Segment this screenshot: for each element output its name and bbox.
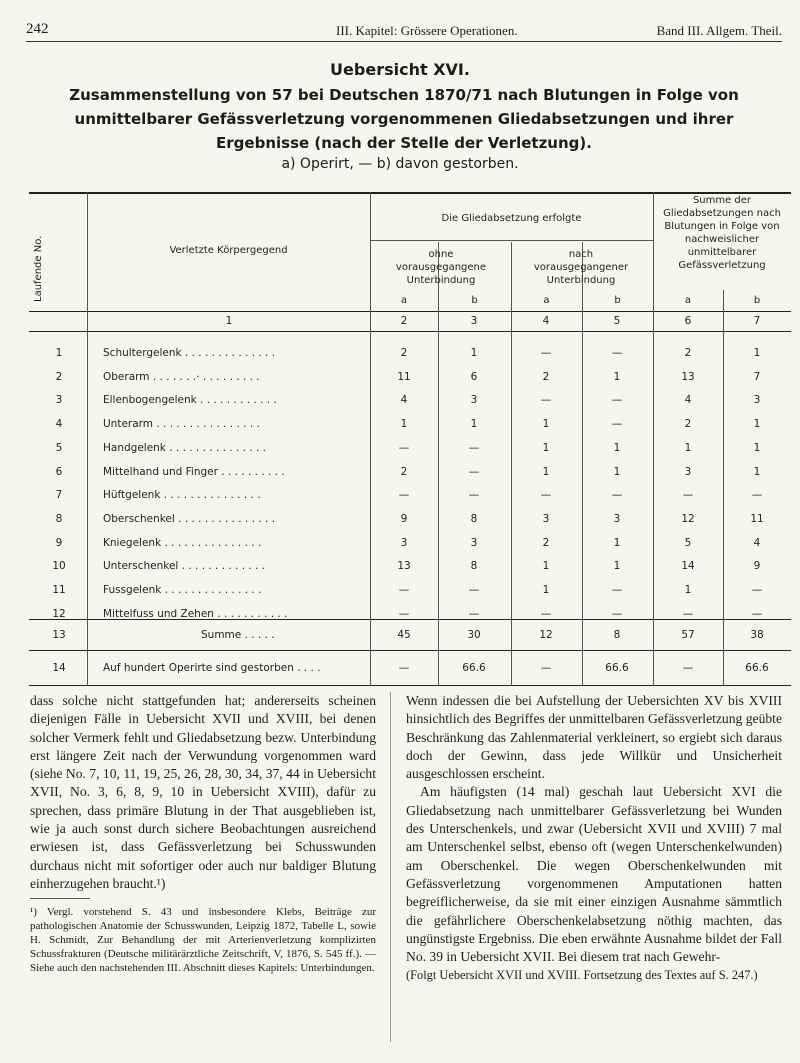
table-pct-rule [29,650,791,651]
table-cell: 2 [684,347,692,359]
table-cell: 45 [397,629,411,641]
table-cell: 3 [613,513,621,525]
chapter-title: III. Kapitel: Grössere Operationen. [336,23,518,38]
table-cell: — [398,608,410,620]
table-cell: 1 [613,466,621,478]
row-number: 12 [52,608,66,620]
table-cell: 7 [753,371,761,383]
table-cell: 11 [750,513,764,525]
header-divider [26,41,782,42]
table-cell: 14 [681,560,695,572]
table-cell: 1 [753,418,761,430]
table-cell: — [540,394,552,406]
header-group-main: Die Gliedabsetzung erfolgte [441,213,582,224]
table-cell: — [468,466,480,478]
row-number: 4 [55,418,63,430]
left-paragraph: dass solche nicht stattgefunden hat; andererseits scheinen diejenigen Fälle in Uebersicht XVII und XVIII, bei denen solcher Vermerk fehlt und Gliedabsetzung bezw. Unterbindung erst längere Zeit nach der Verwundung vorgenommen ward (siehe No. 7, 10, 11, 19, 25, 26, 28, 30, 34, 37, 44 in Uebersicht XVII, No. 3, 6, 8, 9, 10 in Uebersicht XVIII), dafür zu sprechen, dass primäre Blutung in der That ausgeblieben ist, wie ja auch sonst durch sichere Beobachtungen ausreichend erwiesen ist, dass Gefässverletzung bei Schusswunden durchaus nicht mit sofortiger oder auch nur baldiger Blutung einherzugehen braucht.¹) [30,693,376,891]
column-number: 6 [684,315,692,327]
table-cell: 1 [542,466,550,478]
table-cell: 13 [681,371,695,383]
header-sub-a: a [543,295,550,306]
table-cell: 66.6 [605,662,629,674]
row-label: Fussgelenk . . . . . . . . . . . . . . . [103,584,262,596]
header-summe: Summe der Gliedabsetzungen nach Blutungen in Folge von nachweislicher unmittelbarer Gefässverletzung [663,195,781,271]
table-cell: — [611,394,623,406]
table-cell: — [751,584,763,596]
table-cell: — [398,662,410,674]
row-label: Schultergelenk . . . . . . . . . . . . . . [103,347,276,359]
header-sub-b: b [753,295,761,306]
table-cell: 30 [467,629,481,641]
table-cell: 3 [753,394,761,406]
row-number: 11 [52,584,66,596]
table-cell: — [682,608,694,620]
footnote: ¹) Vergl. vorstehend S. 43 und insbesondere Klebs, Beiträge zur pathologischen Anatomie der Schusswunden, Leipzig 1872, Tabelle L, sowie H. Schmidt, Zur Behandlung der mit Arterienverletzung komplizirten Schussfrakturen (Deutsche militärärztliche Zeitschrift, V, 1876, S. 545 ff.). — Siehe auch den nachstehenden III. Abschnitt dieses Kapitels: Unterbindungen. [30,906,376,974]
table-colnum-rule [29,331,791,332]
table-cell: 1 [470,418,478,430]
table-cell: 1 [753,466,761,478]
column-number: 7 [753,315,761,327]
table-cell: — [540,662,552,674]
statistics-table [29,192,791,686]
row-number: 14 [52,662,66,674]
column-number: 1 [225,315,233,327]
footnote-rule [30,898,90,899]
table-cell: 13 [397,560,411,572]
row-label: Mittelfuss und Zehen . . . . . . . . . . . [103,608,288,620]
table-cell: 4 [400,394,408,406]
table-cell: — [398,584,410,596]
row-label: Kniegelenk . . . . . . . . . . . . . . . [103,537,262,549]
row-number: 3 [55,394,63,406]
header-sub-b: b [614,295,621,306]
table-cell: — [398,442,410,454]
row-label: Auf hundert Operirte sind gestorben . . . . [103,662,321,674]
table-cell: 12 [681,513,695,525]
table-cell: 2 [542,537,550,549]
subtitle-line-3: Ergebnisse (nach der Stelle der Verletzung). [216,134,592,152]
table-cell: — [468,442,480,454]
column-number: 4 [542,315,550,327]
table-cell: — [468,489,480,501]
right-paragraph-2: Am häufigsten (14 mal) geschah laut Uebersicht XVI die Gliedabsetzung nach unmittelbarer Gefässverletzung bei Wunden des Unterschenkels, und zwar (Uebersicht XVII und XVIII) 7 mal am Unterschenkel selbst, ebenso oft (wegen Unterschenkelwunden) am Oberschenkel. Die wegen Oberschenkelwunden mit Gefässverletzung vorgenommenen Amputationen hatten begreiflicherweise, da sie mit einer einzigen Ausnahme sämmtlich die gefährlichere Oberschenkelabsetzung nöthig machten, das ungünstigste Ergebniss. Die eben erwähnte Ausnahme bildet der Fall No. 39 in Uebersicht XVII. Bei diesem trat nach Gewehr- [406,784,782,965]
right-column [406,692,782,985]
table-cell: 1 [613,537,621,549]
table-cell: 5 [684,537,692,549]
row-number: 7 [55,489,63,501]
table-cell: — [468,584,480,596]
table-cell: 4 [753,537,761,549]
table-cell: — [751,489,763,501]
row-label: Oberarm . . . . . . .· . . . . . . . . . [103,371,260,383]
page-number: 242 [26,21,49,37]
table-cell: 1 [542,418,550,430]
column-number: 2 [400,315,408,327]
table-cell: 11 [397,371,411,383]
column-number: 5 [613,315,621,327]
row-number: 10 [52,560,66,572]
table-cell: — [540,489,552,501]
table-cell: — [682,489,694,501]
table-cell: 66.6 [745,662,769,674]
row-label: Unterarm . . . . . . . . . . . . . . . . [103,418,260,430]
table-cell: 1 [542,584,550,596]
row-number: 2 [55,371,63,383]
row-label: Oberschenkel . . . . . . . . . . . . . . . [103,513,275,525]
column-separator [390,692,391,1042]
volume-title: Band III. Allgem. Theil. [656,23,782,38]
table-cell: 1 [684,584,692,596]
table-cell: 1 [753,442,761,454]
row-label: Unterschenkel . . . . . . . . . . . . . [103,560,266,572]
table-cell: — [611,489,623,501]
header-sub-a: a [400,295,408,306]
table-cell: 1 [753,347,761,359]
header-sub-b: b [471,295,478,306]
table-cell: 9 [400,513,408,525]
header-laufende-no: Laufende No. [33,235,44,302]
table-cell: 3 [542,513,550,525]
table-header-rule [29,311,791,312]
table-cell: 1 [542,560,550,572]
row-label: Hüftgelenk . . . . . . . . . . . . . . . [103,489,261,501]
table-cell: — [611,347,623,359]
row-label: Handgelenk . . . . . . . . . . . . . . . [103,442,267,454]
header-ohne: ohne vorausgegangene Unterbindung [395,249,487,286]
table-cell: 4 [684,394,692,406]
row-number: 6 [55,466,63,478]
table-cell: 1 [542,442,550,454]
table-bottom-rule [29,685,791,686]
table-cell: 6 [470,371,478,383]
table-cell: 3 [470,537,478,549]
right-paragraph-1: Wenn indessen die bei Aufstellung der Uebersichten XV bis XVIII hinsichtlich des Begriffes der unmittelbaren Gefässverletzung geübte Beschränkung das Zahlenmaterial verkleinert, so ergiebt sich daraus doch der Gewinn, dass jede Willkür und Unsicherheit ausgeschlossen erscheint. [406,693,782,782]
row-number: 9 [55,537,63,549]
table-cell: — [611,418,623,430]
table-cell: — [540,347,552,359]
table-cell: 1 [684,442,692,454]
row-label: Summe . . . . . [201,629,275,641]
table-cell: 9 [753,560,761,572]
table-cell: 1 [613,560,621,572]
table-cell: 8 [613,629,621,641]
subtitle-line-1: Zusammenstellung von 57 bei Deutschen 1870/71 nach Blutungen in Folge von [69,86,739,104]
table-cell: — [682,662,694,674]
table-cell: 2 [542,371,550,383]
running-head [26,21,782,41]
table-cell: — [468,608,480,620]
table-cell: 2 [400,347,408,359]
table-cell: 1 [470,347,478,359]
subsection-heading: a) Operirt, — b) davon gestorben. [281,156,519,172]
table-cell: — [540,608,552,620]
table-cell: 38 [750,629,764,641]
table-cell: — [611,608,623,620]
table-cell: 66.6 [462,662,486,674]
table-cell: — [611,584,623,596]
table-cell: 2 [400,466,408,478]
table-cell: 12 [539,629,553,641]
table-cell: 1 [400,418,408,430]
table-cell: 3 [400,537,408,549]
column-number: 3 [470,315,478,327]
continuation-note: (Folgt Uebersicht XVII und XVIII. Fortsetzung des Textes auf S. 247.) [406,968,758,983]
table-cell: 8 [470,560,478,572]
header-sub-a: a [684,295,692,306]
header-nach: nach vorausgegangener Unterbindung [533,249,629,286]
table-cell: 1 [613,442,621,454]
table-cell: 8 [470,513,478,525]
subtitle-line-2: unmittelbarer Gefässverletzung vorgenommenen Gliedabsetzungen und ihrer [74,110,734,128]
table-cell: 3 [684,466,692,478]
row-label: Ellenbogengelenk . . . . . . . . . . . . [103,394,277,406]
header-region: Verletzte Körpergegend [169,245,288,256]
table-cell: 3 [470,394,478,406]
row-number: 1 [55,347,63,359]
table-cell: 1 [613,371,621,383]
table-cell: — [398,489,410,501]
table-cell: 57 [681,629,695,641]
table-cell: 2 [684,418,692,430]
page-title: Uebersicht XVI. [330,60,470,79]
left-column [30,692,376,893]
table-cell: — [751,608,763,620]
row-number: 8 [55,513,63,525]
row-number: 5 [55,442,63,454]
row-number: 13 [52,629,66,641]
row-label: Mittelhand und Finger . . . . . . . . . . [103,466,285,478]
